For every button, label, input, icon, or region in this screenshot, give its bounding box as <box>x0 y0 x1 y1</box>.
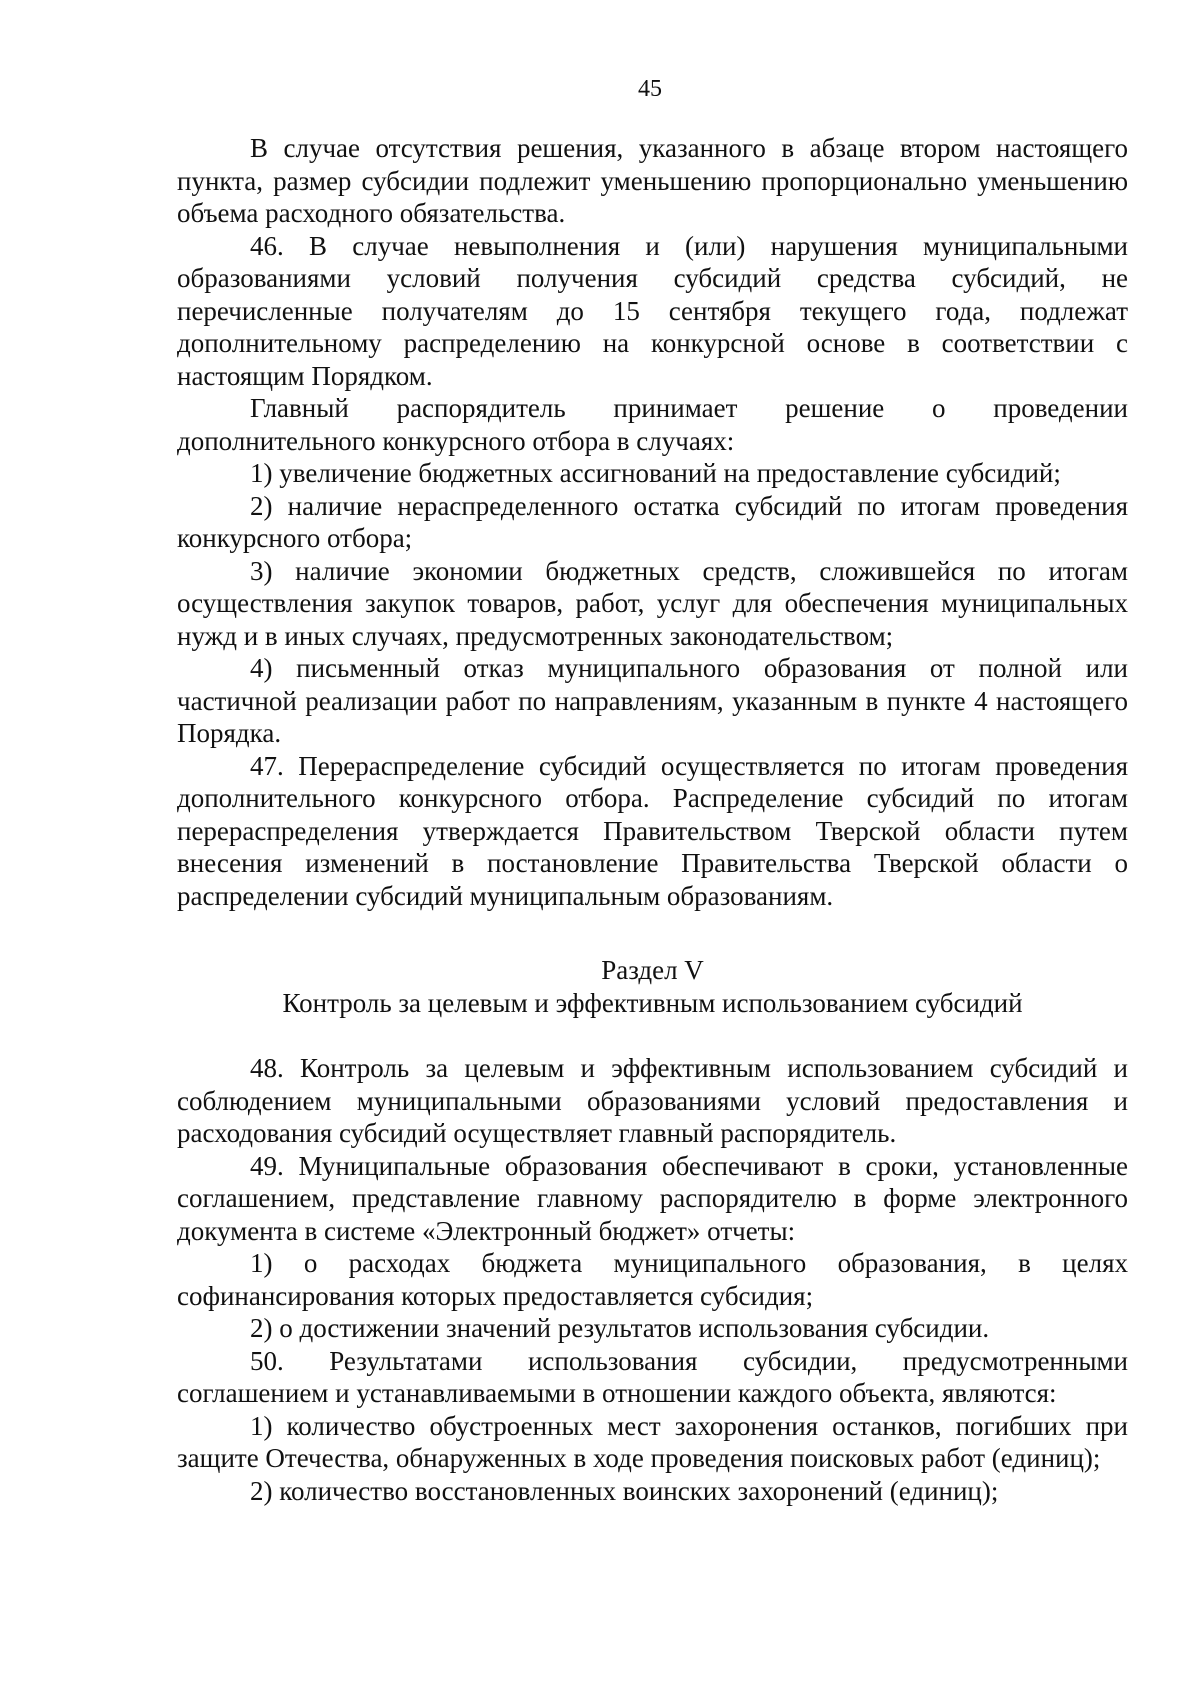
list-item-2-restored-burials: 2) количество восстановленных воинских захоронений (единиц); <box>250 1475 999 1506</box>
list-item-1-budget-expenses: 1) о расходах бюджета муниципального образования, в целях софинансирования которых предоставляется субсидия; <box>177 1248 1128 1311</box>
page-number: 45 <box>638 76 662 102</box>
paragraph-item-48: 48. Контроль за целевым и эффективным использованием субсидий и соблюдением муниципальными образованиями условий предоставления и расходования субсидий осуществляет главный распорядитель. <box>177 1053 1128 1148</box>
paragraph-main-manager-decision: Главный распорядитель принимает решение о проведении дополнительного конкурсного отбора в случаях: <box>177 393 1128 456</box>
paragraph-item-47: 47. Перераспределение субсидий осуществляется по итогам проведения дополнительного конкурсного отбора. Распределение субсидий по итогам перераспределения утверждается Правительством Тверской области путем внесения изменений в постановление Правительства Тверской области о распределении субсидий муниципальным образованиям. <box>177 750 1128 911</box>
list-item-2-undistributed-remainder: 2) наличие нераспределенного остатка субсидий по итогам проведения конкурсного отбора; <box>177 490 1128 553</box>
document-body <box>177 132 1128 1507</box>
list-item-1-budget-increase: 1) увеличение бюджетных ассигнований на предоставление субсидий; <box>250 458 1061 488</box>
spacer <box>177 912 1128 954</box>
list-item-1-burial-places: 1) количество обустроенных мест захоронения останков, погибших при защите Отечества, обнаруженных в ходе проведения поисковых работ (единиц); <box>177 1410 1128 1473</box>
list-item-4-written-refusal: 4) письменный отказ муниципального образования от полной или частичной реализации работ по направлениям, указанным в пункте 4 настоящего Порядка. <box>177 653 1128 748</box>
paragraph-item-49: 49. Муниципальные образования обеспечивают в сроки, установленные соглашением, представление главному распорядителю в форме электронного документа в системе «Электронный бюджет» отчеты: <box>177 1150 1128 1246</box>
spacer <box>177 1019 1128 1052</box>
list-item-3-budget-savings: 3) наличие экономии бюджетных средств, сложившейся по итогам осуществления закупок товаров, работ, услуг для обеспечения муниципальных нужд и в иных случаях, предусмотренных законодательством; <box>177 555 1128 651</box>
section-heading: Раздел V <box>601 955 704 985</box>
paragraph-item-46: 46. В случае невыполнения и (или) нарушения муниципальными образованиями условий получения субсидий средства субсидий, не перечисленные получателям до 15 сентября текущего года, подлежат дополнительному распределению на конкурсной основе в соответствии с настоящим Порядком. <box>177 230 1128 391</box>
section-subheading: Контроль за целевым и эффективным использованием субсидий <box>282 987 1023 1018</box>
paragraph-item-50: 50. Результатами использования субсидии, предусмотренными соглашением и устанавливаемыми в отношении каждого объекта, являются: <box>177 1345 1128 1408</box>
list-item-2-results-achievement: 2) о достижении значений результатов использования субсидии. <box>250 1313 990 1343</box>
paragraph-absence-of-decision: В случае отсутствия решения, указанного в абзаце втором настоящего пункта, размер субсидии подлежит уменьшению пропорционально уменьшению объема расходного обязательства. <box>177 133 1128 228</box>
